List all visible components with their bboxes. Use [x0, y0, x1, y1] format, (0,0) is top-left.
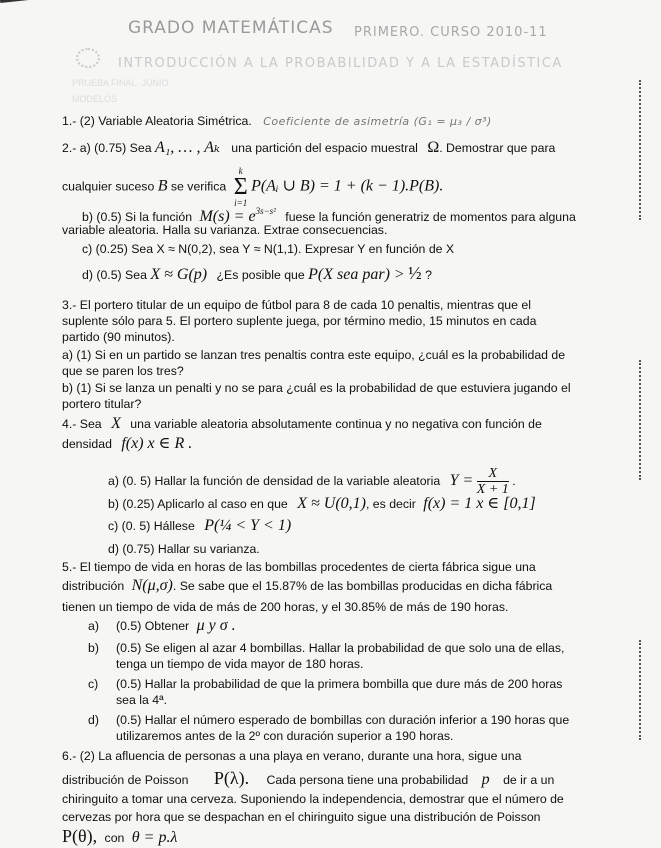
question-5d-line2: utilizaremos antes de la 2º con duración superior a 190 horas. — [116, 729, 454, 743]
question-2a — [62, 140, 555, 156]
poisson-theta: P(θ), — [62, 826, 98, 846]
q4-prefix: 4.- Sea — [62, 417, 102, 431]
q4b-text: b) (0.25) Aplicarlo al caso en que — [108, 497, 288, 511]
question-4-line2 — [62, 436, 192, 452]
uniform-density: f(x) = 1 x ∈ [0,1] — [423, 495, 536, 512]
q5d-label: d) — [88, 713, 99, 727]
q4-line2-pre: densidad — [62, 437, 112, 451]
question-3a-line2: que se paren los tres? — [62, 364, 184, 378]
q4-line1-end: una variable aleatoria absolutamente continua y no negativa con función de — [130, 417, 542, 431]
q5-line2-pre: distribución — [62, 579, 125, 593]
question-3-line1: 3.- El portero titular de un equipo de fútbol para 8 de cada 10 penaltis, mientras que el — [62, 298, 531, 312]
question-5c — [88, 676, 563, 692]
fraction-denominator: X + 1 — [476, 482, 509, 497]
question-2c: c) (0.25) Sea X ≈ N(0,2), sea Y ≈ N(1,1). Expresar Y en función de X — [82, 242, 455, 256]
q2b-prefix: b) (0.5) Si la función — [82, 210, 193, 224]
q2a-end: . Demostrar que para — [439, 141, 556, 155]
y-definition: Y = — [449, 471, 474, 489]
mu-sigma: μ y σ . — [196, 617, 236, 634]
probability-interval: P(¼ < Y < 1) — [204, 517, 292, 534]
q5a-text: (0.5) Obtener — [116, 619, 190, 633]
question-3b-line2: portero titular? — [62, 397, 142, 411]
question-1-text: 1.- (2) Variable Aleatoria Simétrica. — [62, 114, 252, 128]
q2a-mid: una partición del espacio muestral — [231, 141, 418, 155]
q6-line5-mid: con — [104, 831, 125, 845]
q2d-mid: ¿Es posible que — [216, 268, 305, 282]
q2d-prefix: d) (0.5) Sea — [82, 268, 147, 282]
parity-expression: P(X sea par) > — [308, 266, 405, 283]
question-3b-line1: b) (1) Si se lanza un penalti y no se para ¿cuál es la probabilidad de que estuviera jugando el — [62, 381, 571, 395]
question-4b — [108, 496, 536, 512]
question-6-line2 — [62, 770, 554, 788]
exam-models: MODELOS — [72, 94, 118, 104]
q6-line2-mid: Cada persona tiene una probabilidad — [266, 773, 469, 787]
question-5a — [88, 617, 236, 634]
q2a-line2-pre: cualquier suceso — [62, 179, 155, 194]
margin-mark — [639, 360, 649, 480]
mgf-formula: M(s) = e — [199, 208, 256, 225]
question-6-line4: cervezas por hora que se despachan en el chiringuito sigue una distribución de Poisson — [62, 810, 541, 824]
variable-x: X — [111, 415, 121, 432]
degree-title: GRADO MATEMÁTICAS — [128, 18, 334, 38]
q5a-label: a) — [88, 619, 99, 633]
density-function: f(x) x ∈ R . — [121, 435, 193, 452]
omega-symbol: Ω — [427, 139, 440, 156]
mgf-exponent: 3s−s² — [255, 206, 276, 216]
q2d-end: ? — [425, 268, 432, 282]
question-4c — [108, 518, 291, 534]
question-5c-line2: sea la 4ª. — [116, 693, 168, 707]
geometric-dist: X ≈ G(p) — [150, 266, 208, 283]
event-b: B — [157, 177, 168, 195]
q6-line2-end: de ir a un — [503, 773, 555, 787]
uniform-dist: X ≈ U(0,1) — [297, 495, 366, 512]
q4b-mid: , es decir — [365, 497, 416, 511]
sum-lower: i=1 — [234, 198, 248, 208]
q4c-text: c) (0. 5) Hállese — [108, 519, 195, 533]
sum-upper: k — [238, 166, 243, 176]
question-5d — [88, 712, 570, 728]
margin-mark — [639, 640, 649, 740]
course-year: PRIMERO. CURSO 2010-11 — [353, 25, 548, 40]
question-3-line2: suplente sólo para 5. El portero suplente juega, por término medio, 15 minutos en cada — [62, 314, 537, 328]
question-4a — [108, 466, 516, 497]
question-5-line3: tienen un tiempo de vida de más de 200 horas, y el 30.85% de más de 190 horas. — [62, 600, 509, 614]
one-half: ½ — [408, 263, 422, 283]
question-5-line2 — [62, 578, 552, 594]
question-4-line1 — [62, 416, 542, 432]
exam-header — [128, 18, 548, 40]
question-1 — [62, 113, 492, 130]
normal-dist: N(μ,σ) — [131, 577, 173, 594]
question-2b-line2: variable aleatoria. Halla su varianza. Extrae consecuencias. — [62, 223, 388, 237]
question-2d — [82, 265, 432, 283]
question-3a-line1: a) (1) Si en un partido se lanzan tres penaltis contra este equipo, ¿cuál es la probabilidad de — [62, 348, 566, 362]
question-6-line3: chiringuito a tomar una cerveza. Suponiendo la independencia, demostrar que el número de — [62, 792, 564, 806]
q5b-line1: (0.5) Se eligen al azar 4 bombillas. Hallar la probabilidad de que solo una de ellas, — [116, 641, 565, 655]
question-6-line1: 6.- (2) La afluencia de personas a una playa en verano, durante una hora, sigue una — [62, 749, 522, 763]
q2a-prefix: 2.- a) (0.75) Sea — [62, 141, 152, 155]
course-name: INTRODUCCIÓN A LA PROBABILIDAD Y A LA ESTADÍSTICA — [118, 56, 563, 71]
handwritten-note: Coeficiente de asimetría (G₁ = μ₃ / σ³) — [263, 115, 492, 128]
partition-formula: P(Aᵢ ∪ B) = 1 + (k − 1).P(B). — [251, 177, 444, 195]
q5a-body — [116, 618, 236, 634]
y-fraction — [477, 466, 509, 497]
fraction-numerator: X — [477, 466, 509, 482]
q5d-line1: (0.5) Hallar el número esperado de bombillas con duración inferior a 190 horas que — [116, 713, 570, 727]
q4a-text: a) (0. 5) Hallar la función de densidad de la variable aleatoria — [108, 473, 441, 488]
theta-definition: θ = p.λ — [131, 829, 178, 846]
q5c-label: c) — [88, 677, 99, 691]
question-5b — [88, 640, 565, 656]
q6-line2-pre: distribución de Poisson — [62, 773, 189, 787]
partition-sets: A₁, … , Aₖ — [154, 139, 220, 156]
q2a-line2-mid: se verifica — [170, 179, 227, 194]
scan-corner-mark — [0, 0, 43, 11]
question-5-line1: 5.- El tiempo de vida en horas de las bombillas procedentes de cierta fábrica sigue una — [62, 560, 536, 574]
probability-p: p — [481, 771, 490, 788]
q2b-end: fuese la función generatriz de momentos para alguna — [285, 210, 576, 224]
q5-line2-end: . Se sabe que el 15.87% de las bombillas producidas en dicha fábrica — [172, 579, 553, 593]
poisson-lambda: P(λ). — [213, 768, 250, 788]
university-seal-icon — [76, 48, 100, 68]
q5b-label: b) — [88, 641, 99, 655]
question-3-line3: partido (90 minutos). — [62, 330, 175, 344]
question-4d: d) (0.75) Hallar su varianza. — [108, 542, 260, 556]
q5c-line1: (0.5) Hallar la probabilidad de que la primera bombilla que dure más de 200 horas — [116, 677, 563, 691]
question-6-line5 — [62, 828, 177, 846]
sigma-icon: Σ — [233, 174, 248, 200]
exam-session: PRUEBA FINAL. JUNIO — [72, 78, 169, 88]
sum-symbol — [234, 166, 248, 208]
question-5b-line2: tenga un tiempo de vida mayor de 180 horas. — [116, 657, 364, 671]
q4a-end: . — [512, 473, 516, 488]
margin-mark — [639, 80, 649, 220]
question-2a-line2 — [62, 166, 443, 208]
